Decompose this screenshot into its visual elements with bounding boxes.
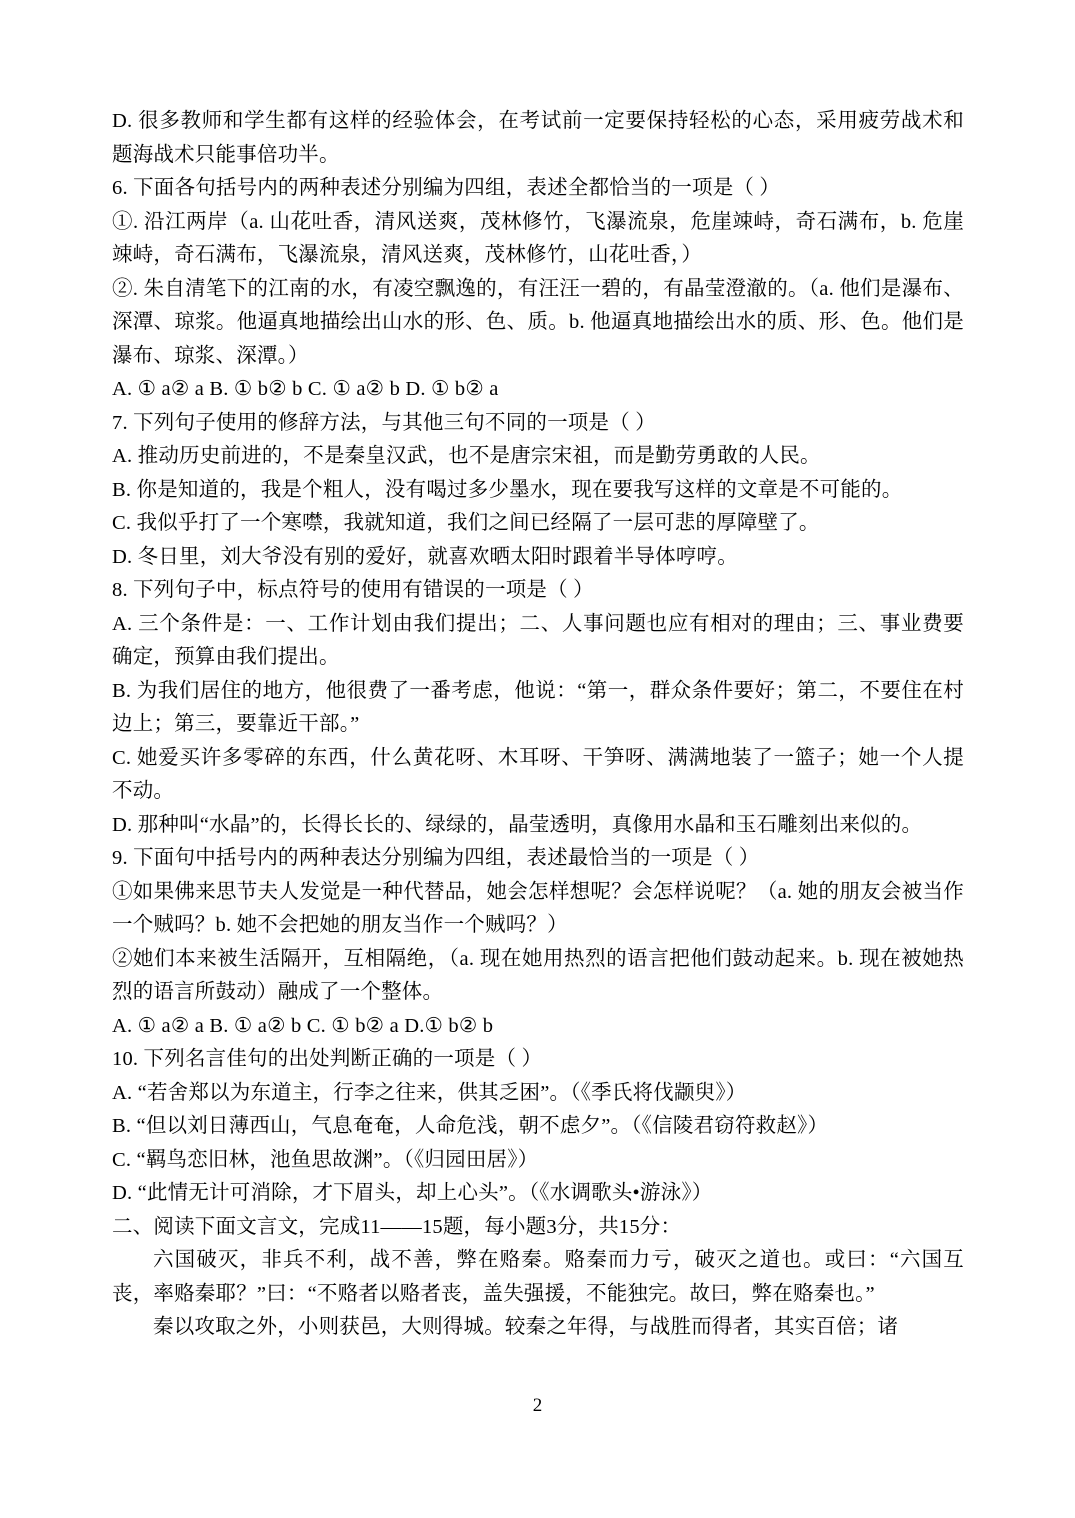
question-6-item-1: ①. 沿江两岸（a. 山花吐香，清风送爽，茂林修竹，飞瀑流泉，危崖竦峙，奇石满布，b. 危崖竦峙，奇石满布，飞瀑流泉，清风送爽，茂林修竹，山花吐香，） (112, 210, 964, 266)
page-number: 2 (532, 1395, 543, 1416)
question-8-option-d: D. 那种叫“水晶”的，长得长长的、绿绿的，晶莹透明，真像用水晶和玉石雕刻出来似的。 (112, 813, 923, 836)
question-7-option-b: B. 你是知道的，我是个粗人，没有喝过多少墨水，现在要我写这样的文章是不可能的。 (112, 478, 903, 501)
question-9-options: A. ① a② a B. ① a② b C. ① b② a D.① b② b (112, 1014, 494, 1037)
question-6-item-2: ②. 朱自清笔下的江南的水，有凌空飘逸的，有汪汪一碧的，有晶莹澄澈的。（a. 他们是瀑布、深潭、琼浆。他逼真地描绘出山水的形、色、质。b. 他逼真地描绘出水的质、形、色。他们是瀑布、琼浆、深潭。） (112, 277, 964, 367)
question-10: 10. 下列名言佳句的出处判断正确的一项是（ ） (112, 1048, 543, 1070)
question-6-options: A. ① a② a B. ① b② b C. ① a② b D. ① b② a (112, 378, 499, 400)
paragraph-d-line: D. 很多教师和学生都有这样的经验体会，在考试前一定要保持轻松的心态，采用疲劳战术和题海战术只能事倍功半。 (112, 110, 964, 166)
question-8: 8. 下列句子中，标点符号的使用有错误的一项是（ ） (112, 579, 594, 601)
question-6: 6. 下面各句括号内的两种表述分别编为四组，表述全都恰当的一项是（ ） (112, 177, 781, 199)
question-8-option-b: B. 为我们居住的地方，他很费了一番考虑，他说：“第一，群众条件要好；第二，不要住在村边上；第三，要靠近干部。” (112, 679, 964, 735)
document-body (112, 105, 964, 1345)
question-8-option-c: C. 她爱买许多零碎的东西，什么黄花呀、木耳呀、干笋呀、满满地装了一篮子；她一个人提不动。 (112, 746, 964, 802)
question-9-item-1: ①如果佛来思节夫人发觉是一种代替品，她会怎样想呢？会怎样说呢？（a. 她的朋友会被当作一个贼吗？b. 她不会把她的朋友当作一个贼吗？） (112, 880, 964, 936)
question-10-option-d: D. “此情无计可消除，才下眉头，却上心头”。（《水调歌头•游泳》） (112, 1182, 713, 1204)
passage-paragraph-1: 六国破灭，非兵不利，战不善，弊在赂秦。赂秦而力亏，破灭之道也。或曰：“六国互丧，率赂秦耶？”曰：“不赂者以赂者丧，盖失强援，不能独完。故曰，弊在赂秦也。” (112, 1249, 964, 1305)
question-10-option-b: B. “但以刘日薄西山，气息奄奄，人命危浅，朝不虑夕”。（《信陵君窃符救赵》） (112, 1115, 829, 1137)
question-9: 9. 下面句中括号内的两种表达分别编为四组，表述最恰当的一项是（ ） (112, 847, 760, 869)
question-7-option-a: A. 推动历史前进的，不是秦皇汉武，也不是唐宗宋祖，而是勤劳勇敢的人民。 (112, 445, 821, 467)
section-two-heading: 二、阅读下面文言文，完成11——15题，每小题3分，共15分： (112, 1215, 682, 1238)
passage-paragraph-2: 秦以攻取之外，小则获邑，大则得城。较秦之年得，与战胜而得者，其实百倍；诸 (153, 1316, 899, 1338)
question-9-item-2: ②她们本来被生活隔开，互相隔绝，（a. 现在她用热烈的语言把他们鼓动起来。b. 现在被她热烈的语言所鼓动）融成了一个整体。 (112, 947, 964, 1003)
question-8-option-a: A. 三个条件是：一、工作计划由我们提出；二、人事问题也应有相对的理由；三、事业费要确定，预算由我们提出。 (112, 612, 964, 668)
question-7-option-d: D. 冬日里，刘大爷没有别的爱好，就喜欢晒太阳时跟着半导体哼哼。 (112, 545, 738, 568)
question-7: 7. 下列句子使用的修辞方法，与其他三句不同的一项是（ ） (112, 411, 656, 434)
question-7-option-c: C. 我似乎打了一个寒噤，我就知道，我们之间已经隔了一层可悲的厚障壁了。 (112, 512, 820, 534)
question-10-option-a: A. “若舍郑以为东道主，行李之往来，供其乏困”。（《季氏将伐颛臾》） (112, 1081, 747, 1104)
question-10-option-c: C. “羁鸟恋旧林，池鱼思故渊”。（《归园田居》） (112, 1148, 539, 1171)
